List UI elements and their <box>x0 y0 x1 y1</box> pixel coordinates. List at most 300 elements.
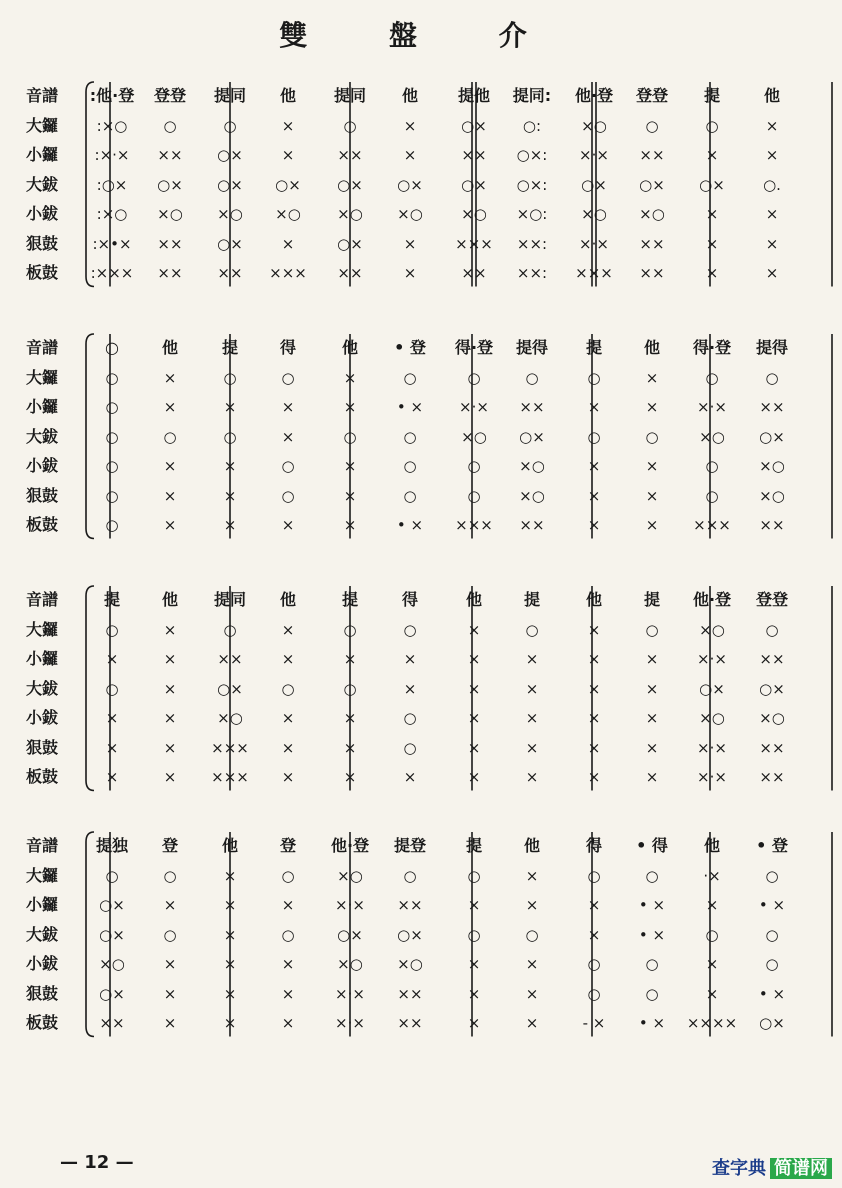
instrument-row <box>22 171 822 199</box>
beat-cell: ×× <box>461 264 487 282</box>
beat-cell: × <box>403 768 417 786</box>
syllable-cell: 他 <box>279 86 296 105</box>
beat-cell: ×○ <box>461 205 487 223</box>
instrument-row <box>22 511 822 539</box>
beat-cell: ○ <box>403 620 417 639</box>
beat-cell: ×○ <box>217 709 243 727</box>
beat-cell: ○× <box>519 427 545 446</box>
beat-cell: × <box>105 768 119 786</box>
beat-cell: × <box>765 234 779 253</box>
beat-cell: ○×: <box>516 146 548 164</box>
beat-cell: × <box>281 620 295 639</box>
beat-cell: × <box>467 679 481 698</box>
beat-cell: ×○ <box>519 486 545 505</box>
beat-cell: ○ <box>105 368 119 387</box>
watermark-text-1: 查字典 <box>712 1158 766 1179</box>
beat-cell: × <box>525 709 539 727</box>
beat-cell: × <box>705 205 719 223</box>
beat-cell: × <box>163 984 177 1003</box>
beat-cell: × <box>645 516 659 534</box>
beat-cell: ·× <box>703 866 721 885</box>
beat-cell: ○ <box>281 679 295 698</box>
beat-cell: × <box>281 398 295 416</box>
beat-cell: ××: <box>516 234 548 253</box>
beat-cell: ×× <box>397 1014 423 1032</box>
beat-cell: × <box>467 768 481 786</box>
instrument-row <box>22 586 822 614</box>
beat-cell: × <box>467 955 481 973</box>
beat-cell: × <box>163 398 177 416</box>
beat-cell: × <box>403 146 417 164</box>
instrument-row <box>22 763 822 791</box>
syllable-cell: 提 <box>703 86 720 105</box>
beat-cell: ○× <box>217 234 243 253</box>
syllable-cell: 得·登 <box>454 338 494 357</box>
beat-cell: × <box>705 234 719 253</box>
beat-cell: ○× <box>639 175 665 194</box>
beat-cell: × <box>343 457 357 475</box>
beat-cell: ○ <box>403 457 417 475</box>
beat-cell: ○ <box>343 620 357 639</box>
instrument-row <box>22 734 822 762</box>
beat-cell: × <box>281 116 295 135</box>
beat-cell: ×○ <box>759 486 785 505</box>
beat-cell: ○. <box>763 175 781 194</box>
beat-cell: × <box>587 398 601 416</box>
beat-cell: ×·× <box>459 398 489 416</box>
beat-cell: × <box>705 896 719 914</box>
beat-cell: :×○ <box>96 205 128 223</box>
beat-cell: ○ <box>223 368 237 387</box>
beat-cell: ○× <box>157 175 183 194</box>
beat-cell: × <box>281 955 295 973</box>
beat-cell: ○ <box>765 955 779 973</box>
beat-cell: × <box>467 738 481 757</box>
beat-cell: × <box>467 620 481 639</box>
syllable-cell: 登登 <box>153 86 186 105</box>
beat-cell: ○ <box>525 925 539 944</box>
beat-cell: ×·× <box>335 1014 365 1032</box>
syllable-cell: 他·登 <box>574 86 614 105</box>
syllable-cell: 提同 <box>213 590 246 609</box>
beat-cell: ○ <box>223 116 237 135</box>
beat-cell: ○ <box>403 427 417 446</box>
beat-cell: • × <box>638 1014 666 1032</box>
syllable-cell: 他 <box>161 338 178 357</box>
beat-cell: × <box>467 709 481 727</box>
beat-cell: ○ <box>467 368 481 387</box>
beat-cell: ○ <box>223 427 237 446</box>
beat-cell: ○ <box>645 984 659 1003</box>
instrument-label: 狠鼓 <box>26 983 59 1003</box>
beat-cell: ××× <box>269 264 307 282</box>
beat-cell: ○ <box>705 368 719 387</box>
beat-cell: ×× <box>397 984 423 1003</box>
beat-cell: × <box>163 679 177 698</box>
beat-cell: × <box>163 650 177 668</box>
beat-cell: ×·× <box>697 398 727 416</box>
beat-cell: × <box>765 205 779 223</box>
beat-cell: × <box>223 1014 237 1032</box>
syllable-cell: 提 <box>221 338 238 357</box>
beat-cell: ×·× <box>697 768 727 786</box>
syllable-cell: ○ <box>105 338 119 357</box>
syllable-cell: 他 <box>643 338 660 357</box>
beat-cell: ○ <box>705 457 719 475</box>
beat-cell: × <box>645 738 659 757</box>
instrument-row <box>22 645 822 673</box>
beat-cell: ○ <box>525 620 539 639</box>
beat-cell: × <box>281 516 295 534</box>
beat-cell: • × <box>758 984 786 1003</box>
beat-cell: × <box>525 866 539 885</box>
beat-cell: ×× <box>157 146 183 164</box>
beat-cell: ○ <box>105 679 119 698</box>
beat-cell: × <box>281 768 295 786</box>
beat-cell: ○× <box>699 679 725 698</box>
beat-cell: :○× <box>96 175 128 194</box>
beat-cell: ×○ <box>397 955 423 973</box>
beat-cell: ○ <box>163 925 177 944</box>
beat-cell: × <box>343 486 357 505</box>
beat-cell: × <box>525 984 539 1003</box>
beat-cell: × <box>587 738 601 757</box>
instrument-label: 音譜 <box>26 590 59 609</box>
syllable-cell: 他 <box>279 590 296 609</box>
beat-cell: × <box>223 984 237 1003</box>
beat-cell: × <box>343 368 357 387</box>
instrument-label: 大鑼 <box>26 865 59 885</box>
beat-cell: × <box>587 457 601 475</box>
score-system <box>22 78 822 291</box>
beat-cell: × <box>281 427 295 446</box>
instrument-row <box>22 704 822 732</box>
beat-cell: × <box>587 768 601 786</box>
beat-cell: × <box>281 738 295 757</box>
instrument-row <box>22 200 822 228</box>
beat-cell: × <box>281 1014 295 1032</box>
beat-cell: ○ <box>163 866 177 885</box>
beat-cell: × <box>163 738 177 757</box>
instrument-row <box>22 616 822 644</box>
beat-cell: • × <box>758 896 786 914</box>
beat-cell: × <box>525 768 539 786</box>
beat-cell: ×○ <box>699 427 725 446</box>
beat-cell: × <box>281 984 295 1003</box>
beat-cell: ○× <box>759 427 785 446</box>
beat-cell: ○ <box>105 866 119 885</box>
beat-cell: × <box>467 896 481 914</box>
beat-cell: ×○ <box>99 955 125 973</box>
instrument-row <box>22 950 822 978</box>
beat-cell: × <box>163 620 177 639</box>
beat-cell: ○ <box>765 866 779 885</box>
beat-cell: × <box>163 709 177 727</box>
beat-cell: :××× <box>90 264 134 282</box>
beat-cell: ×○ <box>699 620 725 639</box>
beat-cell: ×○ <box>397 205 423 223</box>
syllable-cell: • 登 <box>756 836 788 855</box>
beat-cell: ×× <box>461 146 487 164</box>
instrument-row <box>22 862 822 890</box>
beat-cell: ○ <box>281 368 295 387</box>
beat-cell: × <box>163 955 177 973</box>
beat-cell: × <box>223 457 237 475</box>
beat-cell: ○ <box>587 368 601 387</box>
beat-cell: ○ <box>105 457 119 475</box>
beat-cell: ○× <box>397 925 423 944</box>
beat-cell: :×○ <box>96 116 128 135</box>
syllable-cell: 提登 <box>393 836 426 855</box>
syllable-cell: 他·登 <box>692 590 732 609</box>
instrument-label: 音譜 <box>26 86 59 105</box>
beat-cell: ○× <box>99 925 125 944</box>
instrument-label: 音譜 <box>26 338 59 357</box>
beat-cell: ○ <box>467 866 481 885</box>
beat-cell: × <box>163 1014 177 1032</box>
beat-cell: × <box>343 516 357 534</box>
beat-cell: ××× <box>455 234 493 253</box>
syllable-cell: 得 <box>401 590 418 609</box>
beat-cell: ○× <box>699 175 725 194</box>
beat-cell: • × <box>638 896 666 914</box>
beat-cell: × <box>223 866 237 885</box>
beat-cell: ×○ <box>337 955 363 973</box>
beat-cell: × <box>343 650 357 668</box>
beat-cell: × <box>343 709 357 727</box>
beat-cell: × <box>105 650 119 668</box>
beat-cell: ○ <box>645 955 659 973</box>
instrument-label: 大鈸 <box>26 174 59 194</box>
instrument-label: 小鑼 <box>26 649 59 668</box>
beat-cell: × <box>587 516 601 534</box>
beat-cell: ×·× <box>579 234 609 253</box>
beat-cell: ○ <box>163 116 177 135</box>
beat-cell: ○ <box>705 925 719 944</box>
instrument-label: 大鈸 <box>26 678 59 698</box>
beat-cell: ×× <box>639 264 665 282</box>
beat-cell: × <box>403 116 417 135</box>
beat-cell: × <box>525 896 539 914</box>
beat-cell: ○ <box>587 427 601 446</box>
instrument-label: 小鈸 <box>26 456 59 475</box>
beat-cell: × <box>525 955 539 973</box>
beat-cell: ×× <box>217 264 243 282</box>
instrument-row <box>22 675 822 703</box>
beat-cell: ×·× <box>579 146 609 164</box>
instrument-label: 狠鼓 <box>26 233 59 253</box>
beat-cell: × <box>645 486 659 505</box>
instrument-label: 狠鼓 <box>26 737 59 757</box>
beat-cell: ××× <box>211 768 249 786</box>
beat-cell: × <box>163 486 177 505</box>
beat-cell: × <box>467 984 481 1003</box>
beat-cell: ○ <box>281 925 295 944</box>
beat-cell: ○ <box>343 679 357 698</box>
beat-cell: ○ <box>105 516 119 534</box>
beat-cell: ×○ <box>699 709 725 727</box>
syllable-cell: 他 <box>221 836 238 855</box>
beat-cell: × <box>705 984 719 1003</box>
beat-cell: ○ <box>403 709 417 727</box>
instrument-row <box>22 259 822 287</box>
beat-cell: ×○ <box>217 205 243 223</box>
beat-cell: ×× <box>759 768 785 786</box>
beat-cell: ○: <box>522 116 542 135</box>
beat-cell: • × <box>396 398 424 416</box>
beat-cell: ×·× <box>697 738 727 757</box>
beat-cell: × <box>645 679 659 698</box>
beat-cell: × <box>765 116 779 135</box>
watermark-text-2: 简谱网 <box>770 1158 832 1179</box>
beat-cell: × <box>645 768 659 786</box>
instrument-label: 小鑼 <box>26 895 59 914</box>
beat-cell: ○× <box>581 175 607 194</box>
instrument-row <box>22 423 822 451</box>
beat-cell: ×·× <box>697 650 727 668</box>
instrument-label: 大鑼 <box>26 619 59 639</box>
beat-cell: × <box>343 738 357 757</box>
syllable-cell: 提独 <box>95 836 128 855</box>
instrument-label: 音譜 <box>26 836 59 855</box>
beat-cell: ○ <box>105 486 119 505</box>
beat-cell: ×○ <box>759 457 785 475</box>
beat-cell: ×× <box>99 1014 125 1032</box>
beat-cell: ×× <box>759 650 785 668</box>
beat-cell: ×·× <box>335 896 365 914</box>
beat-cell: × <box>163 457 177 475</box>
instrument-row <box>22 82 822 110</box>
syllable-cell: 登登 <box>635 86 668 105</box>
syllable-cell: 提 <box>103 590 120 609</box>
beat-cell: ××: <box>516 264 548 282</box>
beat-cell: • × <box>638 925 666 944</box>
syllable-cell: 他 <box>341 338 358 357</box>
beat-cell: ○× <box>337 234 363 253</box>
beat-cell: ○×: <box>516 175 548 194</box>
instrument-label: 大鈸 <box>26 426 59 446</box>
page-number: — 12 — <box>60 1152 134 1173</box>
beat-cell: ○ <box>403 866 417 885</box>
instrument-row <box>22 921 822 949</box>
beat-cell: :×·× <box>94 146 130 164</box>
instrument-label: 小鑼 <box>26 145 59 164</box>
score-system <box>22 330 822 543</box>
instrument-row <box>22 1009 822 1037</box>
beat-cell: × <box>281 709 295 727</box>
beat-cell: ×× <box>217 650 243 668</box>
syllable-cell: 得 <box>585 836 602 855</box>
beat-cell: ○ <box>105 427 119 446</box>
beat-cell: ××× <box>693 516 731 534</box>
syllable-cell: 得 <box>279 338 296 357</box>
beat-cell: ○ <box>765 925 779 944</box>
beat-cell: ×× <box>397 896 423 914</box>
beat-cell: ○ <box>587 955 601 973</box>
beat-cell: × <box>223 925 237 944</box>
beat-cell: ○ <box>645 620 659 639</box>
beat-cell: ×○ <box>461 427 487 446</box>
beat-cell: ×·× <box>335 984 365 1003</box>
beat-cell: ××× <box>575 264 613 282</box>
beat-cell: ○ <box>281 457 295 475</box>
beat-cell: ○ <box>645 116 659 135</box>
beat-cell: ○× <box>217 175 243 194</box>
beat-cell: ×× <box>337 146 363 164</box>
syllable-cell: 提 <box>585 338 602 357</box>
beat-cell: × <box>467 1014 481 1032</box>
syllable-cell: 他 <box>585 590 602 609</box>
beat-cell: ×○ <box>581 205 607 223</box>
instrument-row <box>22 364 822 392</box>
beat-cell: × <box>467 650 481 668</box>
beat-cell: ×××× <box>686 1014 738 1032</box>
beat-cell: × <box>223 516 237 534</box>
beat-cell: ○ <box>281 866 295 885</box>
beat-cell: ○× <box>759 679 785 698</box>
beat-cell: ○ <box>645 866 659 885</box>
beat-cell: ×× <box>519 516 545 534</box>
beat-cell: × <box>587 486 601 505</box>
instrument-row <box>22 230 822 258</box>
beat-cell: ○ <box>467 486 481 505</box>
beat-cell: ○× <box>217 679 243 698</box>
instrument-label: 小鑼 <box>26 397 59 416</box>
beat-cell: ○× <box>397 175 423 194</box>
beat-cell: ×○ <box>519 457 545 475</box>
syllable-cell: 他 <box>401 86 418 105</box>
beat-cell: × <box>525 650 539 668</box>
instrument-row <box>22 141 822 169</box>
instrument-label: 狠鼓 <box>26 485 59 505</box>
instrument-row <box>22 393 822 421</box>
syllable-cell: :他·登 <box>89 86 135 105</box>
beat-cell: ○× <box>217 146 243 164</box>
syllable-cell: 登 <box>161 836 178 855</box>
beat-cell: ○ <box>525 368 539 387</box>
beat-cell: ×× <box>337 264 363 282</box>
beat-cell: ××× <box>455 516 493 534</box>
beat-cell: ○ <box>587 984 601 1003</box>
site-watermark <box>712 1154 832 1180</box>
beat-cell: ○ <box>765 368 779 387</box>
beat-cell: ○× <box>759 1014 785 1032</box>
beat-cell: ○× <box>461 116 487 135</box>
beat-cell: ○ <box>281 486 295 505</box>
beat-cell: ○× <box>275 175 301 194</box>
instrument-label: 小鈸 <box>26 204 59 223</box>
instrument-row <box>22 832 822 860</box>
syllable-cell: 提他 <box>457 86 490 105</box>
syllable-cell: 他 <box>161 590 178 609</box>
syllable-cell: 提同 <box>333 86 366 105</box>
beat-cell: × <box>645 398 659 416</box>
beat-cell: ○ <box>467 925 481 944</box>
syllable-cell: 他·登 <box>330 836 370 855</box>
beat-cell: :×•× <box>92 234 132 253</box>
instrument-row <box>22 452 822 480</box>
beat-cell: ○ <box>343 427 357 446</box>
syllable-cell: 得·登 <box>692 338 732 357</box>
beat-cell: × <box>705 955 719 973</box>
beat-cell: ○ <box>403 486 417 505</box>
beat-cell: × <box>587 620 601 639</box>
beat-cell: ○ <box>765 620 779 639</box>
syllable-cell: 提同 <box>213 86 246 105</box>
instrument-row <box>22 891 822 919</box>
beat-cell: × <box>281 234 295 253</box>
beat-cell: × <box>705 264 719 282</box>
